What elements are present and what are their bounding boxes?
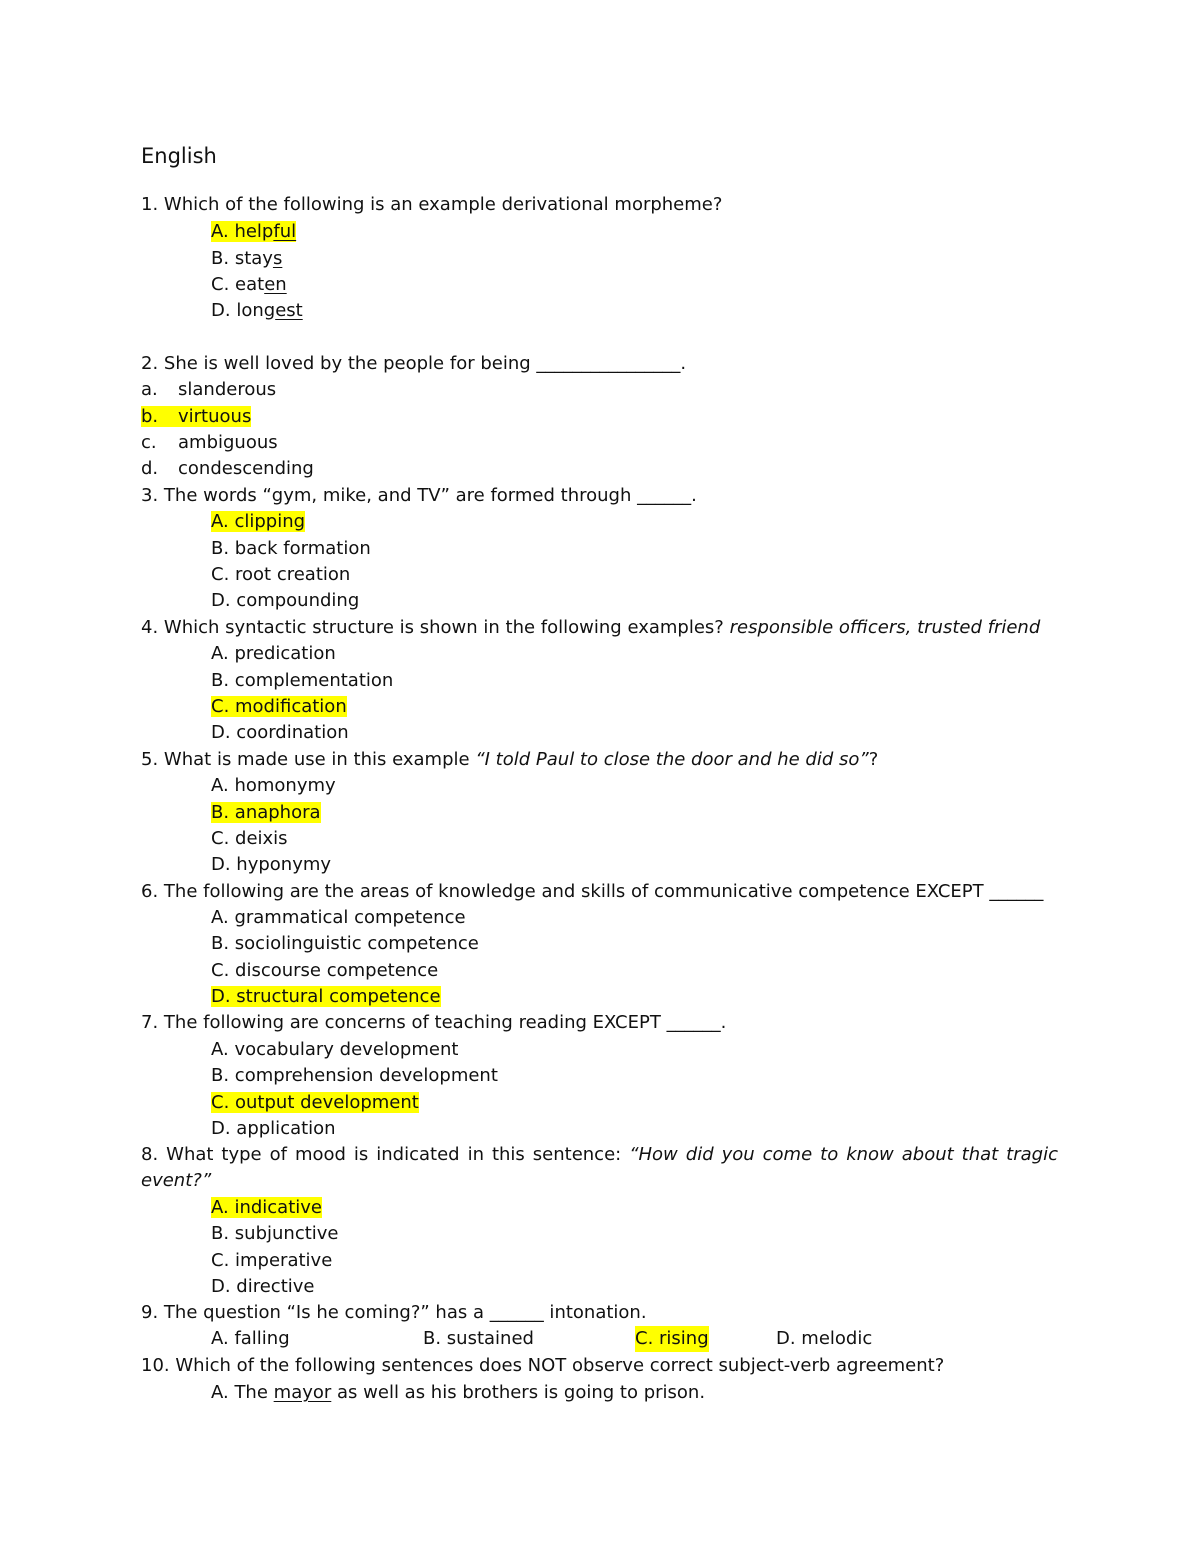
- option-6a: A. grammatical competence: [211, 907, 466, 928]
- option-8c: C. imperative: [211, 1250, 333, 1271]
- question-example: “I told Paul to close the door and he did so”: [475, 749, 869, 770]
- option-8d: D. directive: [211, 1276, 315, 1297]
- underlined-morpheme: s: [272, 248, 283, 269]
- option-4d: D. coordination: [211, 722, 349, 743]
- option-6d: [211, 984, 441, 1010]
- question-7: [141, 1010, 726, 1036]
- question-number: 9.: [141, 1302, 159, 1323]
- option-10a: A. The mayor as well as his brothers is going to prison.: [211, 1382, 706, 1403]
- question-prompt: Which of the following sentences does NOT observe correct subject-verb agreement?: [175, 1355, 945, 1376]
- underlined-morpheme: en: [264, 274, 287, 295]
- option-2b: [141, 404, 251, 430]
- prompt-word: mood: [294, 1144, 346, 1165]
- example-word: tragic: [1006, 1144, 1058, 1165]
- prompt-word: of: [269, 1144, 287, 1165]
- prompt-word: indicated: [376, 1144, 460, 1165]
- question-example: responsible officers, trusted friend: [729, 617, 1041, 638]
- question-10: [141, 1353, 944, 1379]
- answer-highlight: A. clipping: [211, 511, 306, 532]
- underlined-subject: mayor: [273, 1382, 332, 1403]
- answer-highlight: C. output development: [211, 1092, 419, 1113]
- example-word: come: [762, 1144, 813, 1165]
- prompt-word: in: [467, 1144, 484, 1165]
- question-prompt: What is made use in this example: [163, 749, 470, 770]
- option-9a: A. falling: [211, 1328, 290, 1349]
- question-number: 5.: [141, 749, 159, 770]
- answer-highlight: D. structural competence: [211, 986, 441, 1007]
- option-row-9: [211, 1326, 911, 1352]
- example-word: know: [846, 1144, 894, 1165]
- question-number: 2.: [141, 353, 159, 374]
- option-9d: D. melodic: [776, 1328, 873, 1349]
- option-6c: C. discourse competence: [211, 960, 439, 981]
- option-4c: [211, 694, 347, 720]
- option-5c: C. deixis: [211, 828, 288, 849]
- question-1: [141, 192, 722, 218]
- example-word: to: [820, 1144, 839, 1165]
- option-4a: A. predication: [211, 643, 336, 664]
- answer-highlight: A. helpful: [211, 221, 297, 242]
- option-8a: [211, 1195, 322, 1221]
- option-2c: c. ambiguous: [141, 432, 278, 453]
- question-2: [141, 351, 686, 377]
- option-2d: d. condescending: [141, 458, 314, 479]
- document-title: English: [141, 144, 217, 168]
- question-number: 10.: [141, 1355, 170, 1376]
- question-prompt: She is well loved by the people for being ________________.: [163, 353, 687, 374]
- option-3c: C. root creation: [211, 564, 351, 585]
- option-1a: [211, 219, 296, 245]
- question-prompt: The following are the areas of knowledge and skills of communicative competence EXCEPT ______: [163, 881, 1044, 902]
- question-6: [141, 879, 1043, 905]
- question-prompt: The following are concerns of teaching reading EXCEPT ______.: [163, 1012, 727, 1033]
- option-5b: [211, 800, 321, 826]
- prompt-word: this: [491, 1144, 525, 1165]
- example-word: that: [961, 1144, 999, 1165]
- example-word: about: [901, 1144, 954, 1165]
- example-word: did: [685, 1144, 714, 1165]
- question-number: 4.: [141, 617, 159, 638]
- prompt-word: is: [353, 1144, 369, 1165]
- option-7a: A. vocabulary development: [211, 1039, 459, 1060]
- option-4b: B. complementation: [211, 670, 394, 691]
- option-7d: D. application: [211, 1118, 336, 1139]
- example-word: “How: [629, 1144, 678, 1165]
- prompt-word: What: [166, 1144, 214, 1165]
- example-word: you: [721, 1144, 755, 1165]
- question-prompt: Which of the following is an example derivational morpheme?: [163, 194, 723, 215]
- answer-highlight: A. indicative: [211, 1197, 322, 1218]
- option-6b: B. sociolinguistic competence: [211, 933, 479, 954]
- question-5: 5. What is made use in this example “I told Paul to close the door and he did so”?: [141, 749, 879, 770]
- option-9c: C. rising: [635, 1326, 709, 1352]
- answer-highlight: B. anaphora: [211, 802, 321, 823]
- question-8: [141, 1142, 1058, 1168]
- option-3b: B. back formation: [211, 538, 371, 559]
- question-prompt: The question “Is he coming?” has a ______ intonation.: [163, 1302, 647, 1323]
- answer-highlight: b. virtuous: [141, 406, 252, 427]
- question-number: 8.: [141, 1144, 159, 1165]
- question-4: [141, 615, 1040, 641]
- question-number: 3.: [141, 485, 159, 506]
- question-9: [141, 1300, 647, 1326]
- question-prompt: Which syntactic structure is shown in the following examples?: [163, 617, 724, 638]
- option-7b: B. comprehension development: [211, 1065, 498, 1086]
- option-1b: B. stays: [211, 248, 283, 269]
- option-5d: D. hyponymy: [211, 854, 332, 875]
- answer-highlight: C. modification: [211, 696, 347, 717]
- question-number: 1.: [141, 194, 159, 215]
- option-2a: a. slanderous: [141, 379, 277, 400]
- option-1c: C. eaten: [211, 274, 287, 295]
- underlined-morpheme: ful: [273, 221, 297, 242]
- option-8b: B. subjunctive: [211, 1223, 339, 1244]
- prompt-word: sentence:: [532, 1144, 622, 1165]
- question-3: [141, 483, 697, 509]
- option-3d: D. compounding: [211, 590, 360, 611]
- option-7c: [211, 1090, 419, 1116]
- underlined-morpheme: est: [275, 300, 303, 321]
- question-8-continuation: event?”: [141, 1170, 212, 1191]
- question-number: 7.: [141, 1012, 159, 1033]
- prompt-word: type: [221, 1144, 262, 1165]
- option-5a: A. homonymy: [211, 775, 336, 796]
- option-3a: [211, 509, 305, 535]
- option-9b: B. sustained: [423, 1328, 534, 1349]
- question-number: 6.: [141, 881, 159, 902]
- question-prompt: The words “gym, mike, and TV” are formed through ______.: [163, 485, 697, 506]
- option-1d: D. longest: [211, 300, 303, 321]
